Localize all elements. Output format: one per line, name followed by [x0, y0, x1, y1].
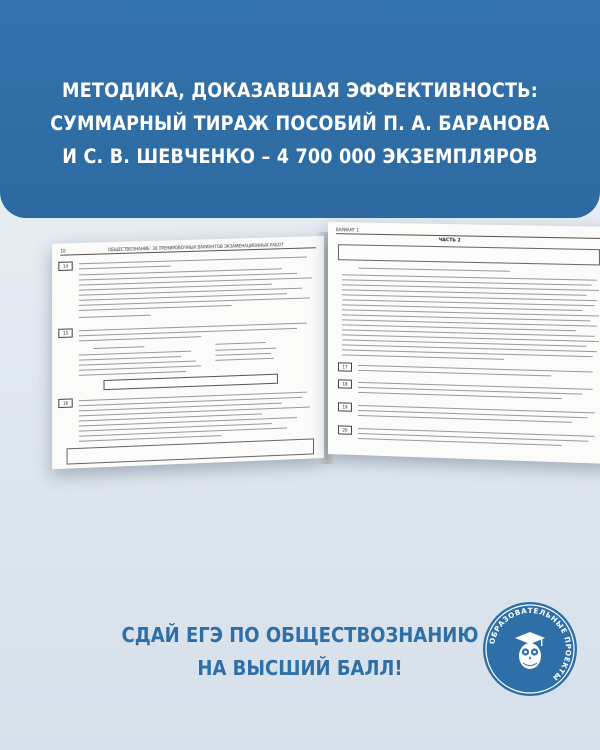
answer-table [104, 374, 278, 390]
question-number-box: 19 [338, 402, 352, 411]
text-line [215, 353, 270, 356]
text-line [79, 315, 151, 319]
question-number-box: 15 [58, 328, 72, 338]
right-running-head: ВАРИАНТ 1 [335, 227, 359, 233]
text-line [79, 305, 232, 311]
text-line [79, 336, 201, 342]
headline-line-2: СУММАРНЫЙ ТИРАЖ ПОСОБИЙ П. А. БАРАНОВА [50, 112, 550, 135]
text-line [358, 268, 510, 273]
right-page-header [336, 227, 600, 239]
left-page-header [60, 241, 316, 255]
question-number-box: 16 [58, 398, 72, 408]
left-page-number: 10 [60, 248, 66, 254]
instruction-box [338, 244, 600, 265]
text-line [358, 428, 595, 437]
left-running-head: ОБЩЕСТВОЗНАНИЕ: 30 ТРЕНИРОВОЧНЫХ ВАРИАНТОВ ЭКЗАМЕНАЦИОННЫХ РАБОТ [107, 242, 284, 253]
text-line [215, 358, 273, 361]
text-line [215, 342, 265, 345]
headline [26, 74, 574, 173]
cta-line-1: СДАЙ ЕГЭ ПО ОБЩЕСТВОЗНАНИЮ [121, 623, 479, 647]
text-line [79, 371, 186, 376]
text-line [79, 351, 191, 356]
question-number-box: 14 [58, 261, 72, 271]
book-left-page [52, 236, 324, 469]
open-book-image [56, 212, 600, 442]
cta-line-2: НА ВЫСШИЙ БАЛЛ! [197, 656, 403, 680]
header-banner [0, 0, 600, 218]
text-line [79, 266, 171, 270]
part-title: ЧАСТЬ 2 [438, 238, 461, 244]
svg-text:ОБРАЗОВАТЕЛЬНЫЕ ПРОЕКТЫ [487, 606, 573, 683]
text-line [342, 354, 504, 360]
headline-line-1: МЕТОДИКА, ДОКАЗАВШАЯ ЭФФЕКТИВНОСТЬ: [62, 79, 538, 102]
text-line [93, 346, 144, 349]
publisher-logo [483, 602, 577, 696]
text-line [215, 348, 275, 352]
text-line [79, 257, 307, 265]
headline-line-3: И С. В. ШЕВЧЕНКО – 4 700 000 ЭКЗЕМПЛЯРОВ [62, 145, 538, 168]
question-number-box: 18 [338, 379, 352, 388]
question-number-box: 17 [338, 362, 352, 371]
text-line [79, 323, 307, 332]
question-number-box: 20 [338, 425, 352, 434]
logo-ring-text [483, 602, 577, 696]
logo-text: ОБРАЗОВАТЕЛЬНЫЕ ПРОЕКТЫ [487, 605, 574, 683]
text-line [79, 356, 181, 361]
book-right-page [328, 222, 600, 464]
